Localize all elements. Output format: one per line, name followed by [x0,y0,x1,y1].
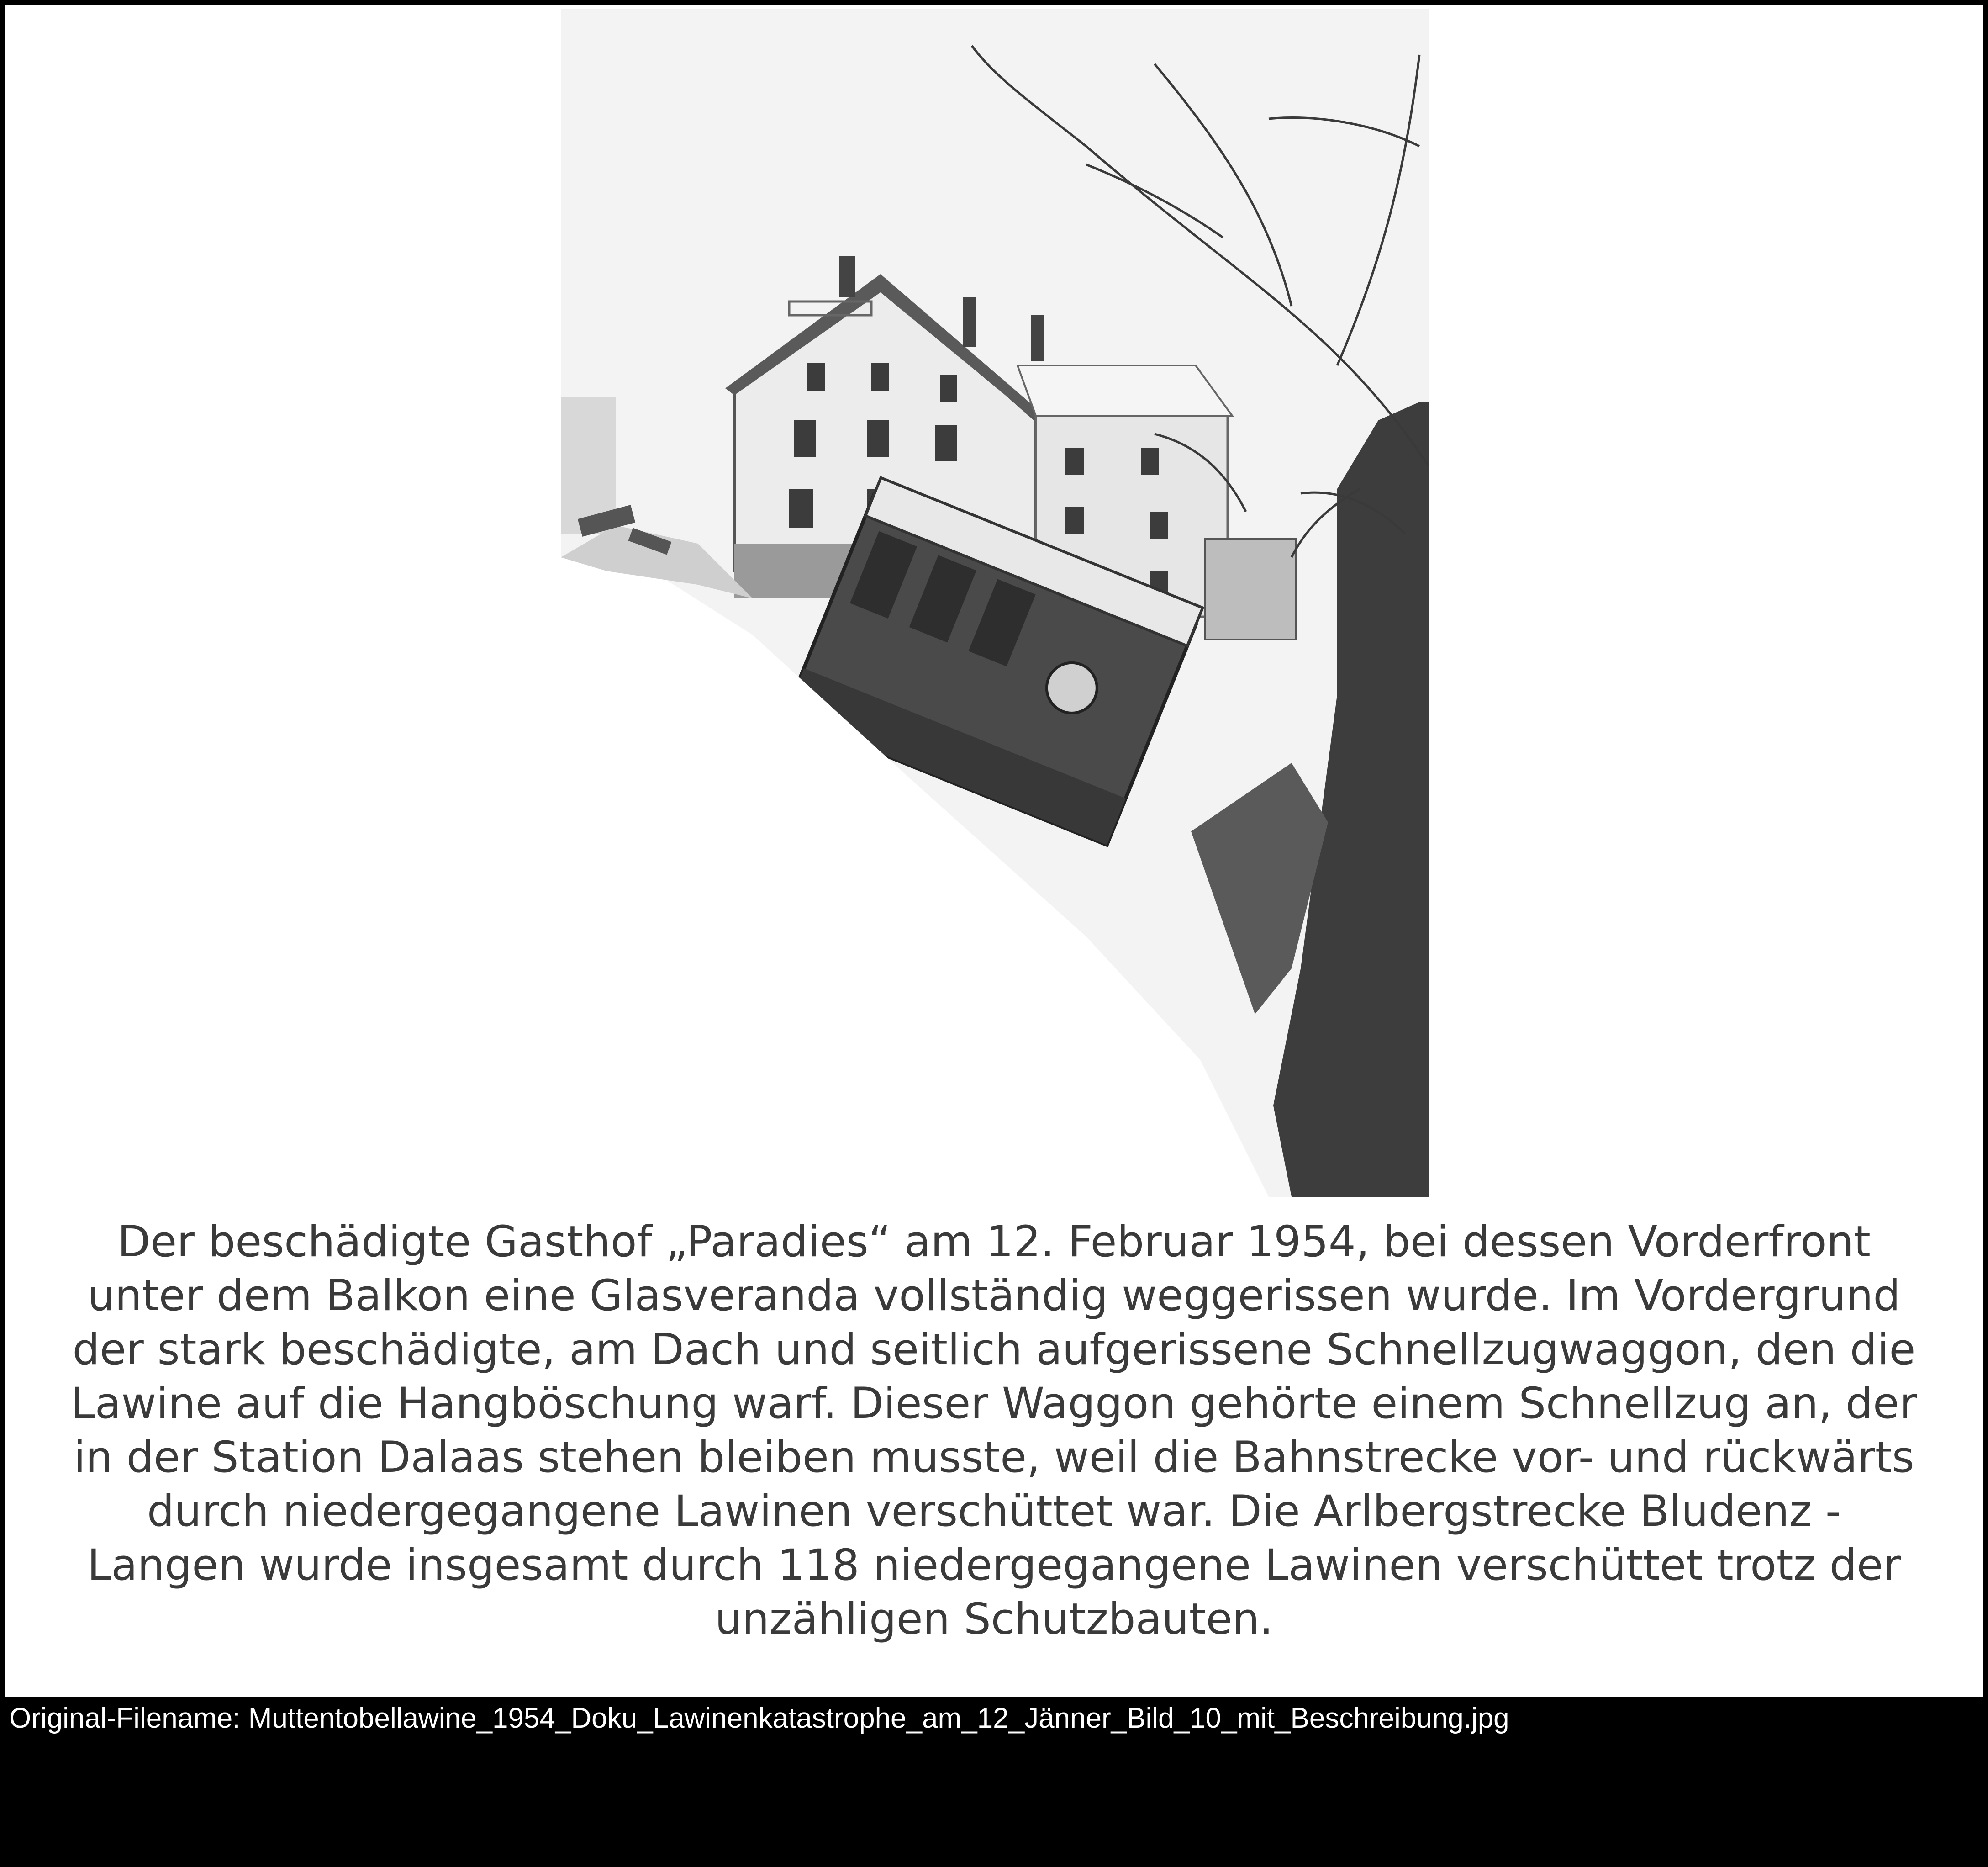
caption-line: in der Station Dalaas stehen bleiben musste, weil die Bahnstrecke vor- und rückwärts [74,1433,1914,1482]
caption-line: Langen wurde insgesamt durch 118 niedergegangene Lawinen verschüttet trotz der [87,1540,1901,1590]
caption-line: Der beschädigte Gasthof „Paradies“ am 12. Februar 1954, bei dessen Vorderfront [117,1217,1871,1267]
caption-line: Lawine auf die Hangböschung warf. Dieser Waggon gehörte einem Schnellzug an, der [71,1379,1917,1428]
caption-line: der stark beschädigte, am Dach und seitlich aufgerissene Schnellzugwaggon, den die [72,1325,1916,1375]
photo-caption [5,1215,1983,1646]
original-filename-label: Original-Filename: Muttentobellawine_1954_Doku_Lawinenkatastrophe_am_12_Jänner_Bild_10_mit_Beschreibung.jpg [9,1703,1509,1734]
caption-line: durch niedergegangene Lawinen verschüttet war. Die Arlbergstrecke Bludenz - [147,1486,1841,1536]
document-page [5,5,1983,1697]
caption-line: unter dem Balkon eine Glasveranda vollständig weggerissen wurde. Im Vordergrund [87,1271,1901,1321]
photo-illustration [561,9,1429,1197]
historic-photo [561,9,1429,1197]
caption-line: unzähligen Schutzbauten. [715,1594,1273,1644]
